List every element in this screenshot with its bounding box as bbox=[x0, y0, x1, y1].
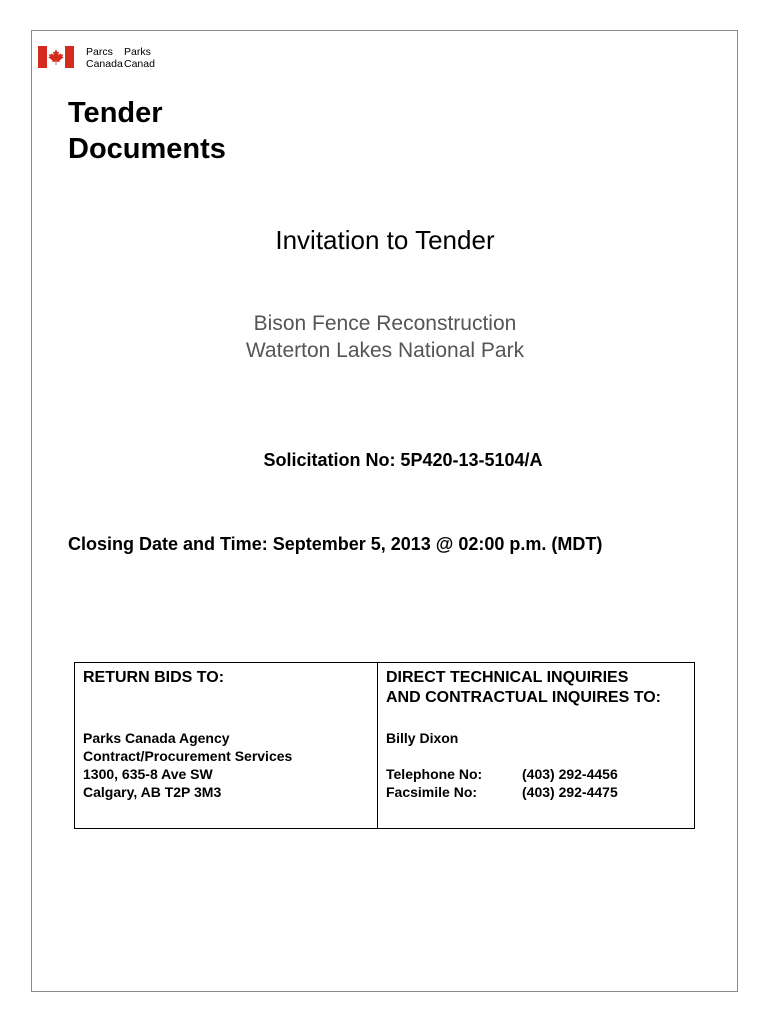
inquiries-heading-line-2: AND CONTRACTUAL INQUIRES TO: bbox=[386, 689, 661, 706]
facsimile-label: Facsimile No: bbox=[386, 784, 478, 800]
project-name bbox=[0, 310, 770, 364]
document-title bbox=[68, 95, 226, 167]
return-bids-cell bbox=[75, 663, 378, 828]
inquiries-heading-line-1: DIRECT TECHNICAL INQUIRIES bbox=[386, 669, 629, 686]
contact-name: Billy Dixon bbox=[386, 730, 459, 746]
return-address bbox=[83, 729, 292, 801]
telephone-row bbox=[386, 765, 618, 783]
return-bids-heading: RETURN BIDS TO: bbox=[83, 669, 225, 686]
address-line: Contract/Procurement Services bbox=[83, 748, 293, 764]
agency-name-en bbox=[86, 46, 123, 70]
inquiries-cell bbox=[378, 663, 694, 828]
inquiries-heading bbox=[386, 668, 686, 708]
agency-name-en-line-2: Canada bbox=[86, 58, 123, 70]
facsimile-number: (403) 292-4475 bbox=[522, 784, 618, 800]
parks-canada-logo bbox=[38, 46, 155, 70]
closing-date-time: Closing Date and Time: September 5, 2013 @ 02:00 p.m. (MDT) bbox=[68, 534, 603, 554]
telephone-label: Telephone No: bbox=[386, 766, 483, 782]
page-border bbox=[31, 30, 738, 992]
solicitation-number: Solicitation No: 5P420-13-5104/A bbox=[263, 450, 543, 470]
project-location-line: Waterton Lakes National Park bbox=[245, 339, 525, 362]
facsimile-row bbox=[386, 783, 618, 801]
document-title-line-1: Tender bbox=[68, 97, 163, 129]
address-line: 1300, 635-8 Ave SW bbox=[83, 766, 213, 782]
address-line: Calgary, AB T2P 3M3 bbox=[83, 784, 222, 800]
canada-flag-icon bbox=[38, 46, 74, 68]
project-name-line-1: Bison Fence Reconstruction bbox=[253, 312, 517, 335]
agency-name-en-line-1: Parcs bbox=[86, 46, 113, 58]
invitation-heading: Invitation to Tender bbox=[275, 225, 495, 255]
agency-name-fr-line-1: Parks bbox=[124, 46, 151, 58]
telephone-number: (403) 292-4456 bbox=[522, 766, 618, 782]
bids-contact-table bbox=[74, 662, 695, 829]
agency-name-fr bbox=[124, 46, 155, 70]
phone-list bbox=[386, 765, 618, 801]
document-title-line-2: Documents bbox=[68, 133, 226, 165]
agency-name-fr-line-2: Canad bbox=[124, 58, 155, 70]
address-line: Parks Canada Agency bbox=[83, 730, 230, 746]
